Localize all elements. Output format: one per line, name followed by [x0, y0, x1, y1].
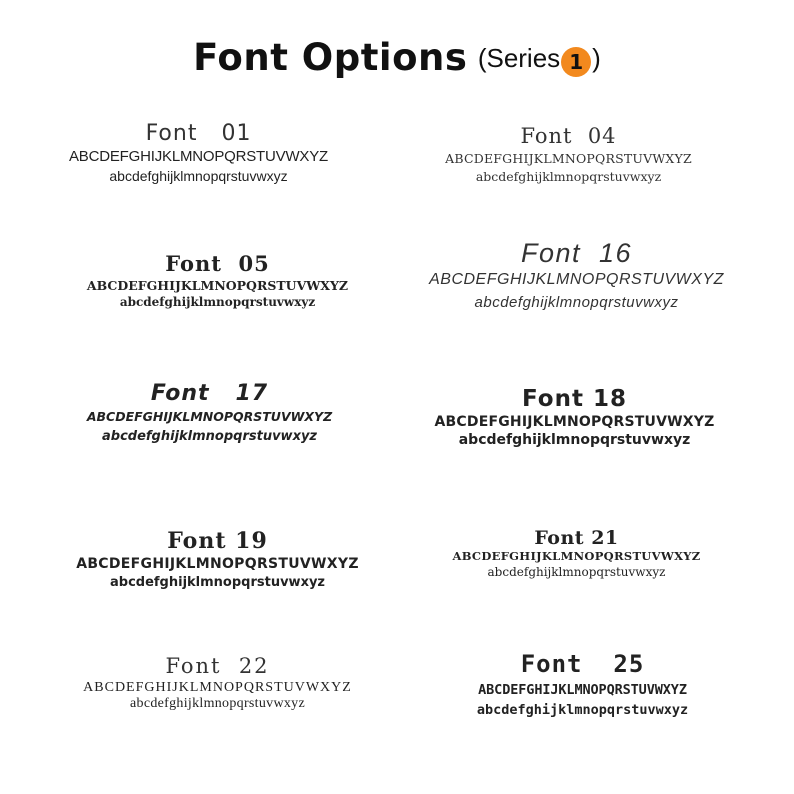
uppercase-sample: ABCDEFGHIJKLMNOPQRSTUVWXYZ — [83, 680, 352, 695]
uppercase-sample: ABCDEFGHIJKLMNOPQRSTUVWXYZ — [86, 409, 333, 424]
uppercase-sample: ABCDEFGHIJKLMNOPQRSTUVWXYZ — [452, 549, 701, 563]
font-name: Font 16 — [520, 238, 633, 268]
series-prefix: (Series — [477, 43, 561, 73]
font-sample-16 — [378, 238, 775, 311]
font-sample-01 — [0, 121, 397, 184]
series-suffix: ) — [592, 43, 601, 73]
font-name: Font 19 — [167, 528, 268, 554]
font-sample-17 — [11, 381, 408, 444]
lowercase-sample: abcdefghijklmnopqrstuvwxyz — [475, 169, 662, 184]
font-name: Font 18 — [522, 386, 627, 412]
page-title — [0, 36, 794, 79]
font-name: Font 17 — [150, 381, 269, 406]
uppercase-sample: ABCDEFGHIJKLMNOPQRSTUVWXYZ — [429, 271, 724, 288]
font-name: Font 21 — [534, 527, 619, 549]
uppercase-sample: ABCDEFGHIJKLMNOPQRSTUVWXYZ — [86, 278, 349, 293]
lowercase-sample: abcdefghijklmnopqrstuvwxyz — [101, 429, 317, 444]
lowercase-sample: abcdefghijklmnopqrstuvwxyz — [130, 696, 305, 711]
uppercase-sample: ABCDEFGHIJKLMNOPQRSTUVWXYZ — [478, 682, 687, 698]
uppercase-sample: ABCDEFGHIJKLMNOPQRSTUVWXYZ — [76, 556, 359, 572]
series-label — [478, 43, 601, 73]
font-sample-22 — [19, 654, 416, 712]
font-name: Font 04 — [520, 124, 617, 148]
font-sample-19 — [19, 528, 416, 590]
font-name: Font 25 — [520, 650, 645, 678]
uppercase-sample: ABCDEFGHIJKLMNOPQRSTUVWXYZ — [445, 151, 692, 166]
title-main: Font Options — [193, 36, 468, 79]
lowercase-sample: abcdefghijklmnopqrstuvwxyz — [487, 565, 666, 579]
lowercase-sample: abcdefghijklmnopqrstuvwxyz — [119, 295, 316, 309]
font-sample-05 — [19, 251, 416, 309]
font-name: Font 22 — [165, 654, 270, 678]
lowercase-sample: abcdefghijklmnopqrstuvwxyz — [109, 575, 325, 590]
font-name: Font 01 — [145, 121, 252, 146]
lowercase-sample: abcdefghijklmnopqrstuvwxyz — [474, 294, 679, 311]
lowercase-sample: abcdefghijklmnopqrstuvwxyz — [458, 432, 691, 448]
font-sample-25 — [384, 650, 781, 718]
font-sample-18 — [376, 386, 773, 448]
uppercase-sample: ABCDEFGHIJKLMNOPQRSTUVWXYZ — [69, 148, 328, 165]
font-sample-21 — [378, 527, 775, 579]
uppercase-sample: ABCDEFGHIJKLMNOPQRSTUVWXYZ — [434, 414, 715, 430]
font-name: Font 05 — [165, 251, 270, 276]
series-number-badge: 1 — [561, 47, 591, 77]
lowercase-sample: abcdefghijklmnopqrstuvwxyz — [476, 702, 689, 718]
font-sample-04 — [370, 124, 767, 184]
lowercase-sample: abcdefghijklmnopqrstuvwxyz — [109, 168, 288, 184]
